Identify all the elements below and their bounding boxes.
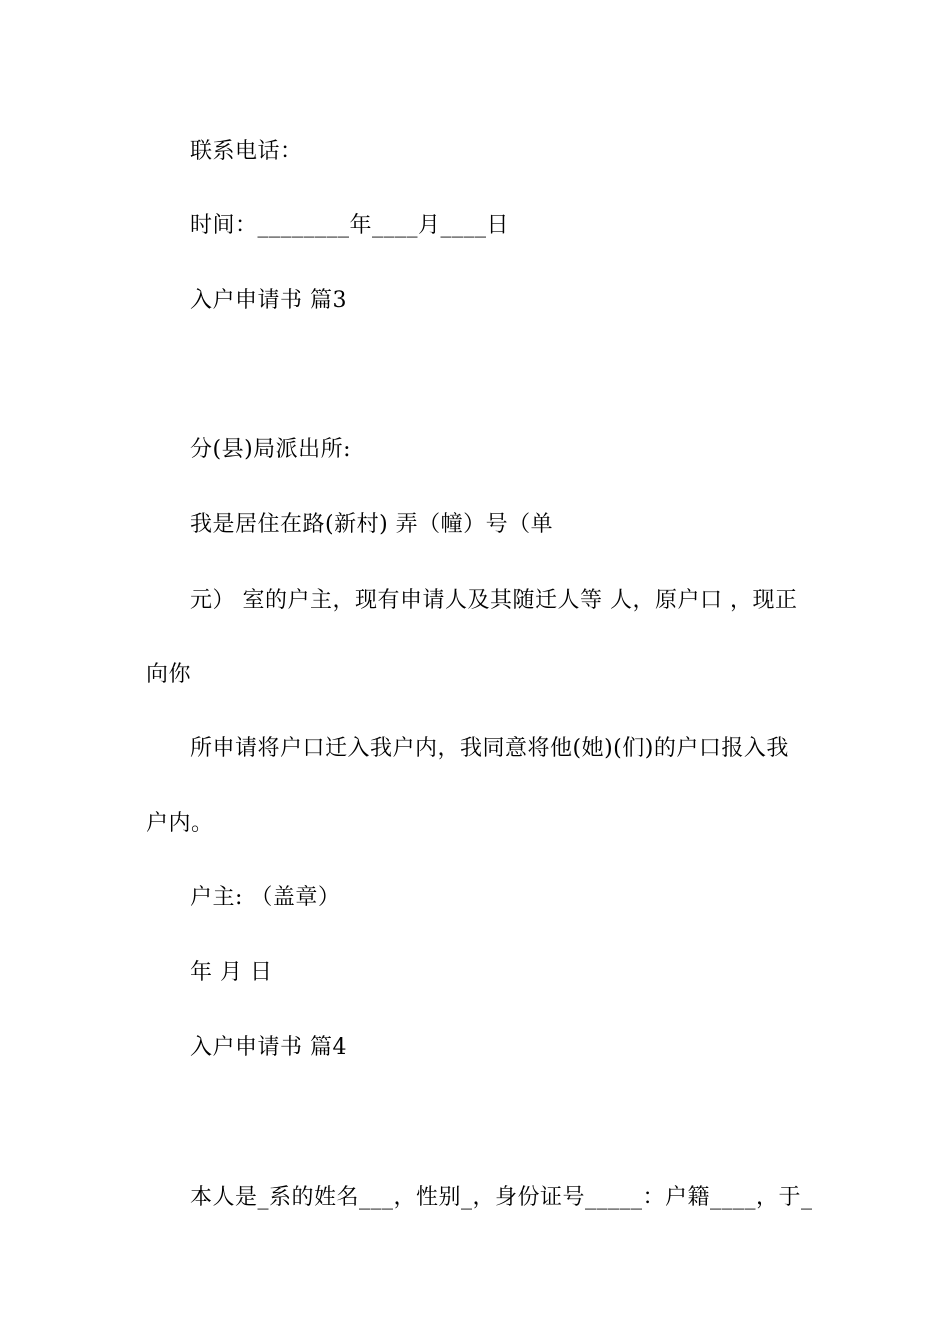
paragraph-line: 向你	[146, 662, 192, 687]
section-heading-3: 入户申请书 篇3	[190, 288, 347, 313]
date-line: 时间：________年____月____日	[190, 213, 510, 238]
section-heading-4: 入户申请书 篇4	[190, 1035, 347, 1060]
addressee-line: 分(县)局派出所:	[190, 437, 352, 462]
paragraph-line: 户内。	[146, 811, 214, 836]
paragraph-line: 所申请将户口迁入我户内，我同意将他(她)(们)的户口报入我	[190, 736, 789, 761]
paragraph-line: 元） 室的户主，现有申请人及其随迁人等 人，原户口 ，现正	[190, 588, 798, 613]
paragraph-line: 本人是_系的姓名___，性别_，身份证号_____：户籍____，于_	[190, 1185, 813, 1210]
paragraph-line: 我是居住在路(新村) 弄（幢）号（单	[190, 512, 554, 537]
householder-signature-line: 户主: （盖章）	[190, 885, 341, 910]
signature-date-line: 年 月 日	[190, 960, 273, 985]
contact-phone-label: 联系电话：	[190, 139, 303, 164]
